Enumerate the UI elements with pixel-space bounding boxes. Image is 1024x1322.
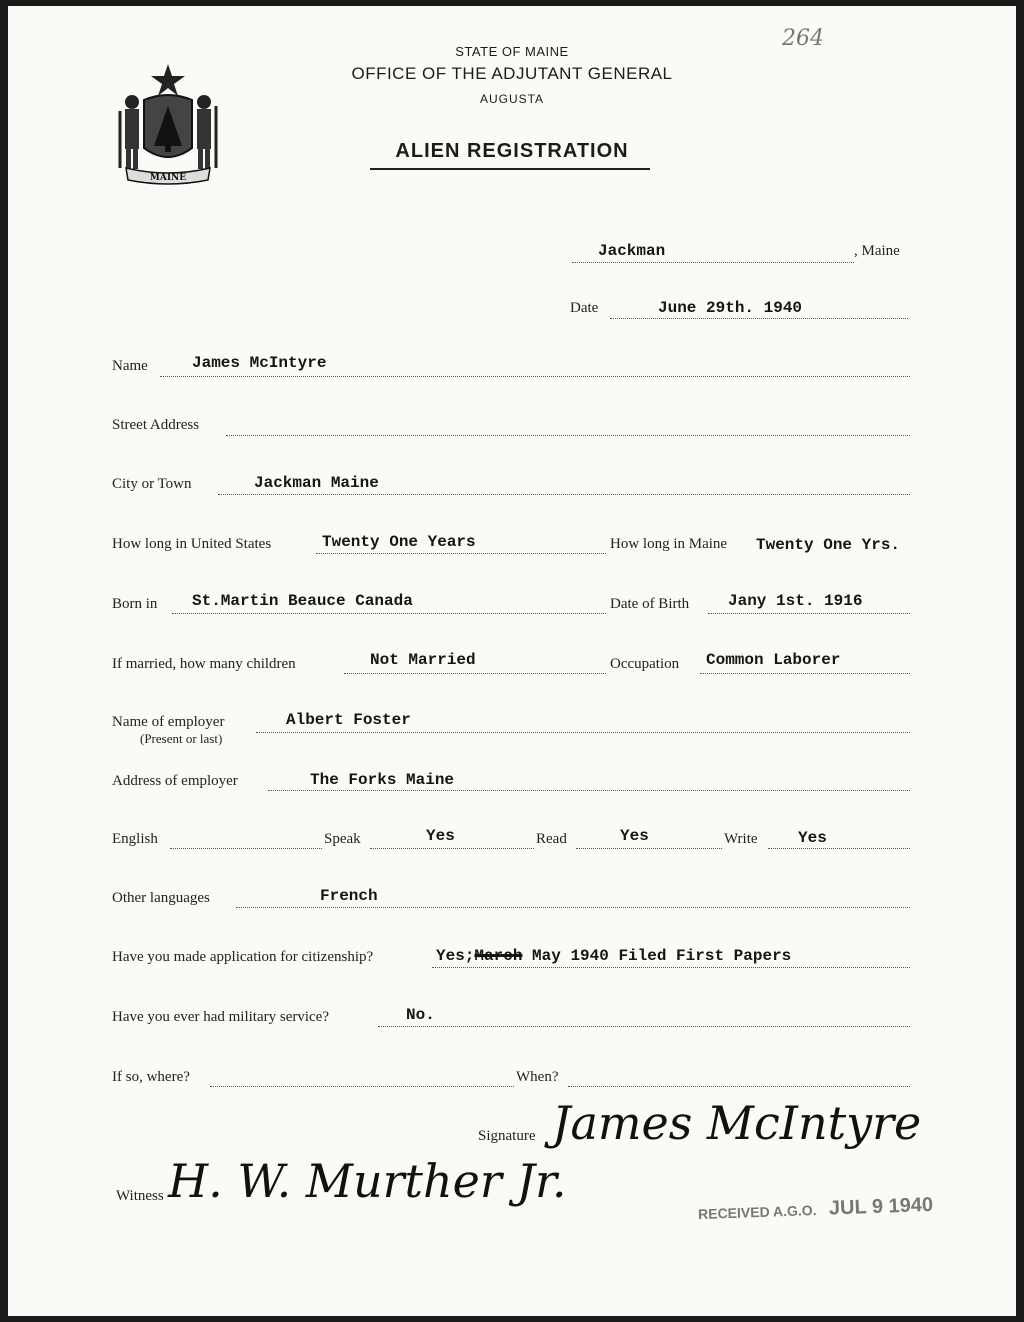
citizenship-answer: Yes; — [436, 947, 475, 965]
date-label: Date — [570, 300, 599, 316]
write-value: Yes — [798, 829, 827, 847]
title-underline — [370, 168, 650, 170]
employer-line — [256, 732, 910, 733]
received-stamp — [698, 1194, 934, 1225]
maine-duration-label: How long in Maine — [610, 536, 728, 552]
name-line — [160, 376, 910, 377]
children-value: Not Married — [370, 651, 476, 669]
born-label: Born in — [112, 596, 158, 612]
citizenship-label: Have you made application for citizenship? — [112, 949, 374, 965]
seal-motto: MAINE — [149, 173, 187, 183]
dob-label: Date of Birth — [610, 596, 690, 612]
other-languages-label: Other languages — [112, 890, 210, 906]
military-line — [378, 1026, 910, 1027]
employer-label: Name of employer — [112, 714, 225, 730]
occupation-value: Common Laborer — [706, 651, 841, 669]
header-office: OFFICE OF THE ADJUTANT GENERAL — [351, 64, 673, 83]
maine-duration-value: Twenty One Yrs. — [756, 536, 901, 554]
speak-label: Speak — [324, 831, 361, 847]
other-languages-line — [236, 907, 910, 908]
signature-value: James McIntyre — [552, 1096, 922, 1150]
name-label: Name — [112, 358, 148, 374]
born-value: St.Martin Beauce Canada — [192, 592, 413, 610]
read-value: Yes — [620, 827, 649, 845]
us-duration-value: Twenty One Years — [322, 533, 476, 551]
page-number: 264 — [782, 26, 824, 51]
employer-address-label: Address of employer — [112, 773, 238, 789]
citizenship-line — [432, 967, 910, 968]
children-line — [344, 673, 606, 674]
stamp-text: RECEIVED A.G.O. — [697, 1201, 817, 1223]
date-line — [610, 318, 908, 319]
born-line — [172, 613, 606, 614]
military-value: No. — [406, 1006, 435, 1024]
place-value: Jackman — [598, 242, 666, 260]
employer-address-line — [268, 790, 910, 791]
form-title: ALIEN REGISTRATION — [395, 140, 629, 162]
city-line — [218, 494, 910, 495]
registration-form — [8, 6, 1016, 1316]
occupation-line — [700, 673, 910, 674]
read-line — [576, 848, 722, 849]
witness-label: Witness — [116, 1188, 164, 1204]
employer-value: Albert Foster — [286, 711, 411, 729]
header-city: AUGUSTA — [479, 92, 545, 106]
military-label: Have you ever had military service? — [112, 1009, 329, 1025]
place-line — [572, 262, 854, 263]
employer-sublabel: (Present or last) — [140, 731, 223, 746]
english-line — [170, 848, 322, 849]
header-state: STATE OF MAINE — [455, 44, 569, 59]
children-label: If married, how many children — [112, 656, 296, 672]
speak-value: Yes — [426, 827, 455, 845]
us-duration-line — [316, 553, 606, 554]
other-languages-value: French — [320, 887, 378, 905]
witness-value: H. W. Murther Jr. — [168, 1154, 567, 1208]
place-suffix: , Maine — [854, 243, 900, 259]
citizenship-details: May 1940 Filed First Papers — [532, 947, 792, 965]
city-value: Jackman Maine — [254, 474, 379, 492]
date-value: June 29th. 1940 — [658, 299, 803, 317]
occupation-label: Occupation — [610, 656, 680, 672]
where-label: If so, where? — [112, 1069, 190, 1085]
signature-label: Signature — [478, 1128, 536, 1144]
name-value: James McIntyre — [192, 354, 327, 372]
english-label: English — [112, 831, 158, 847]
stamp-date: JUL 9 1940 — [828, 1193, 934, 1220]
street-line — [226, 435, 910, 436]
dob-line — [708, 613, 910, 614]
employer-address-value: The Forks Maine — [310, 771, 455, 789]
where-line — [210, 1086, 514, 1087]
citizenship-value — [436, 947, 791, 965]
read-label: Read — [536, 831, 567, 847]
city-label: City or Town — [112, 476, 192, 492]
us-duration-label: How long in United States — [112, 536, 272, 552]
write-label: Write — [724, 831, 758, 847]
speak-line — [370, 848, 534, 849]
write-line — [768, 848, 910, 849]
dob-value: Jany 1st. 1916 — [728, 592, 863, 610]
when-line — [568, 1086, 910, 1087]
street-label: Street Address — [112, 417, 200, 433]
when-label: When? — [516, 1069, 559, 1085]
citizenship-struck: March — [474, 947, 523, 965]
